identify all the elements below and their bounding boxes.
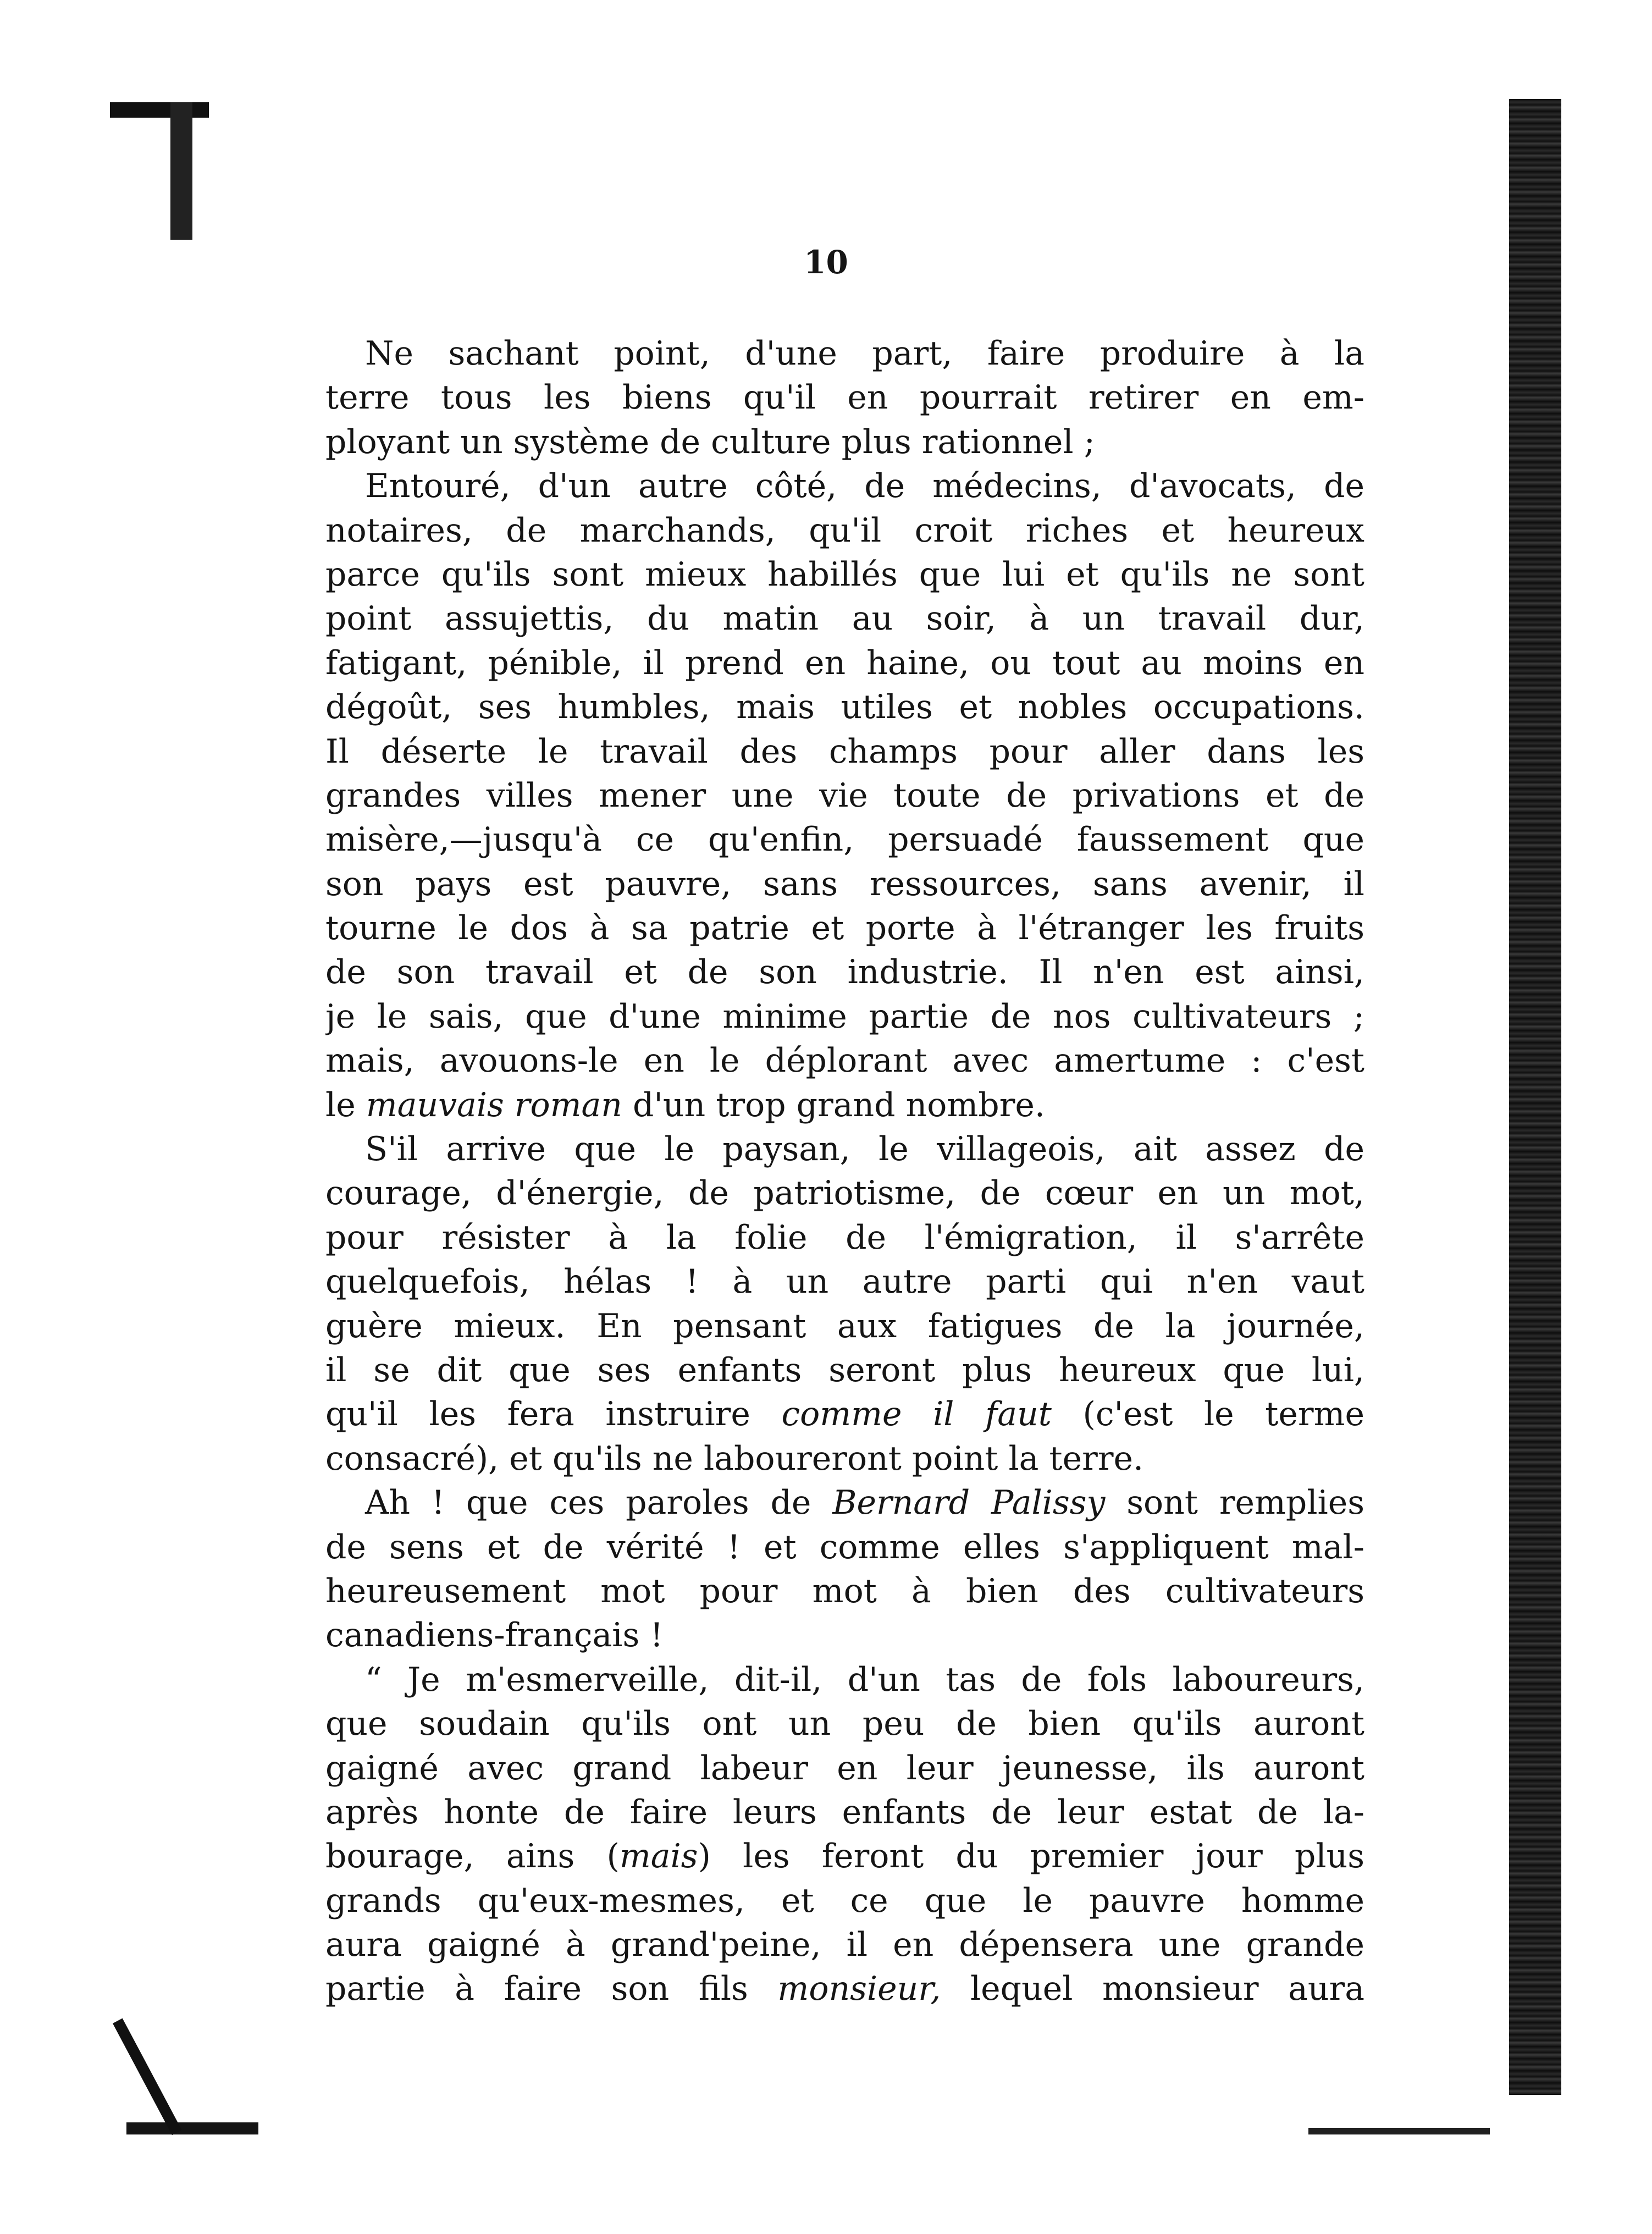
text-line: heureusement mot pour mot à bien des cultivateurs	[325, 1571, 1364, 1610]
text-segment: lequel monsieur aura	[941, 1970, 1364, 2009]
text-line: grands qu'eux-mesmes, et ce que le pauvre homme	[325, 1881, 1364, 1920]
italic-phrase: comme il faut	[781, 1395, 1052, 1434]
scan-edge-bottom-right	[1308, 2128, 1490, 2134]
text-line: S'il arrive que le paysan, le villageois, ait assez de	[365, 1130, 1364, 1169]
text-segment: Ah ! que ces paroles de	[365, 1483, 833, 1523]
text-line: terre tous les biens qu'il en pourrait retirer en em-	[325, 378, 1364, 417]
text-segment: ) les feront du premier jour plus	[698, 1837, 1364, 1876]
page-number: 10	[804, 244, 848, 281]
text-line: point assujettis, du matin au soir, à un travail dur,	[325, 599, 1364, 638]
text-line: après honte de faire leurs enfants de leur estat de la-	[325, 1792, 1364, 1832]
text-line: guère mieux. En pensant aux fatigues de la journée,	[325, 1306, 1364, 1345]
text-line: parce qu'ils sont mieux habillés que lui et qu'ils ne sont	[325, 555, 1364, 594]
text-line	[325, 1392, 1364, 1436]
text-line: Entouré, d'un autre côté, de médecins, d'avocats, de	[365, 467, 1364, 506]
text-segment: (c'est le terme	[1051, 1395, 1364, 1434]
text-line: Ne sachant point, d'une part, faire produire à la	[365, 334, 1364, 373]
text-line: grandes villes mener une vie toute de privations et de	[325, 776, 1364, 815]
italic-phrase: monsieur,	[777, 1970, 941, 2009]
text-segment: d'un trop grand nombre.	[622, 1085, 1045, 1124]
text-line: de son travail et de son industrie. Il n'en est ainsi,	[325, 953, 1364, 992]
text-segment: bourage, ains (	[325, 1837, 620, 1876]
text-line: quelquefois, hélas ! à un autre parti qui n'en vaut	[325, 1262, 1364, 1301]
text-line: courage, d'énergie, de patriotisme, de cœur en un mot,	[325, 1174, 1364, 1213]
text-line: consacré), et qu'ils ne laboureront point la terre.	[325, 1439, 1144, 1478]
text-line: il se dit que ses enfants seront plus heureux que lui,	[325, 1350, 1364, 1389]
text-line: notaires, de marchands, qu'il croit riches et heureux	[325, 511, 1364, 550]
text-line	[325, 1083, 1364, 1127]
text-line: de sens et de vérité ! et comme elles s'appliquent mal-	[325, 1527, 1364, 1566]
text-line: je le sais, que d'une minime partie de nos cultivateurs ;	[325, 997, 1364, 1036]
text-segment: qu'il les fera instruire	[325, 1395, 782, 1434]
text-line	[325, 1967, 1364, 2011]
text-segment: sont remplies	[1105, 1483, 1364, 1523]
text-segment: le	[325, 1085, 366, 1124]
text-line: canadiens-français !	[325, 1616, 664, 1655]
text-segment: partie à faire son fils	[325, 1970, 778, 2009]
text-line: aura gaigné à grand'peine, il en dépensera une grande	[325, 1926, 1364, 1965]
italic-phrase: mais	[619, 1837, 698, 1876]
text-line: misère,—jusqu'à ce qu'enfin, persuadé faussement que	[325, 820, 1364, 859]
text-line: son pays est pauvre, sans ressources, sans avenir, il	[325, 864, 1364, 903]
text-line: mais, avouons-le en le déplorant avec amertume : c'est	[325, 1041, 1364, 1080]
text-line	[325, 1834, 1364, 1878]
text-line	[325, 1481, 1364, 1525]
text-line: gaigné avec grand labeur en leur jeunesse, ils auront	[325, 1748, 1364, 1788]
text-line: tourne le dos à sa patrie et porte à l'étranger les fruits	[325, 909, 1364, 948]
text-line: dégoût, ses humbles, mais utiles et nobles occupations.	[325, 688, 1364, 727]
scan-edge-right-bar	[1509, 99, 1561, 2095]
italic-phrase: Bernard Palissy	[832, 1483, 1106, 1523]
italic-phrase: mauvais roman	[366, 1085, 622, 1124]
scan-edge-left-top	[110, 102, 209, 118]
text-line: pour résister à la folie de l'émigration, il s'arrête	[325, 1218, 1364, 1257]
body-text	[325, 332, 1364, 2011]
text-line: fatigant, pénible, il prend en haine, ou tout au moins en	[325, 643, 1364, 682]
scan-edge-diagonal	[113, 2018, 182, 2135]
text-line: que soudain qu'ils ont un peu de bien qu'ils auront	[325, 1705, 1364, 1744]
scan-edge-left-stem	[170, 102, 192, 240]
text-line: Il déserte le travail des champs pour aller dans les	[325, 732, 1364, 771]
scan-edge-bottom-left	[126, 2122, 258, 2134]
text-line: ployant un système de culture plus rationnel ;	[325, 422, 1095, 461]
text-line: “ Je m'esmerveille, dit-il, d'un tas de fols laboureurs,	[365, 1660, 1364, 1699]
